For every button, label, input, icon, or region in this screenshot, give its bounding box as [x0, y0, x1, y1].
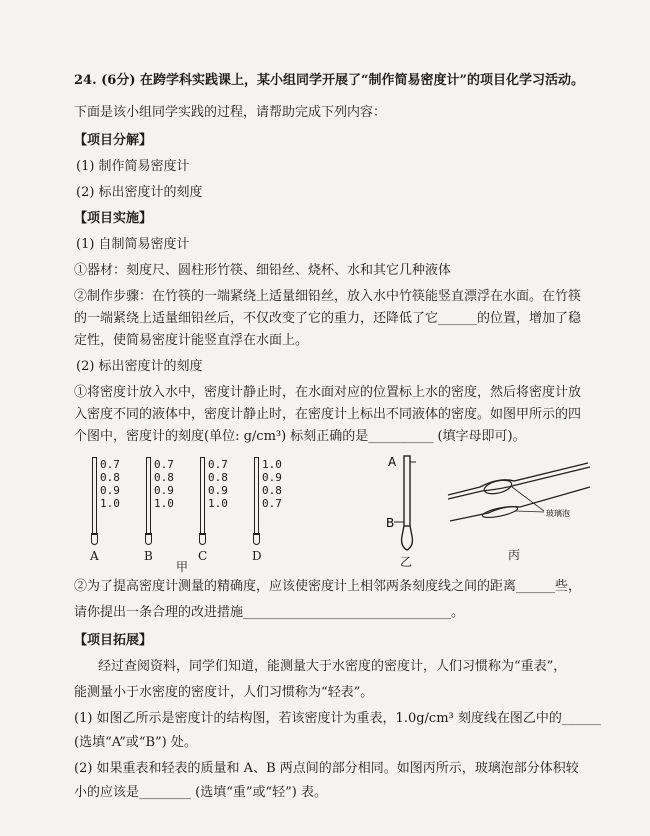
meter-letter: C [198, 549, 208, 563]
question-title: 24. (6分) 在跨学科实践课上，某小组同学开展了“制作简易密度计”的项目化学习活动。 [74, 73, 584, 88]
figure-bing [440, 455, 600, 535]
step-line-1: ②制作步骤：在竹筷的一端紧绕上适量细铅丝，放入水中竹筷能竖直漂浮在水面。在竹筷 [74, 289, 582, 304]
density-meter-b [144, 457, 194, 563]
sub-heading-2: (2) 标出密度计的刻度 [76, 359, 203, 374]
glass-bulb-label: 玻璃泡 [546, 509, 570, 518]
question-2-line-1: (2) 如果重表和轻表的质量和 A、B 两点间的部分相同。如图丙所示，玻璃泡部分体积较 [74, 761, 579, 776]
tick-label: 0.9 [262, 471, 282, 484]
meter-letter: A [90, 549, 99, 563]
meter-bulb [253, 533, 260, 545]
sub-heading-1: (1) 自制简易密度计 [76, 237, 190, 252]
meter-bulb [199, 533, 206, 545]
density-meter-a [90, 457, 140, 563]
tick-label: 0.8 [154, 471, 174, 484]
tick-label: 0.9 [154, 484, 174, 497]
density-meter-d [252, 457, 302, 563]
precision-line-2: 请你提出一条合理的改进措施________________________________。 [74, 605, 465, 620]
equipment-line: ①器材：刻度尺、圆柱形竹筷、细铅丝、烧杯、水和其它几种液体 [74, 263, 452, 278]
task-2: (2) 标出密度计的刻度 [76, 185, 203, 200]
figure-yi-label: 乙 [400, 555, 413, 569]
meter-letter: B [144, 549, 153, 563]
tick-label: 1.0 [262, 458, 282, 471]
light-meter-bulb [482, 504, 519, 519]
tick-label: 1.0 [154, 497, 174, 510]
tick-label: 0.9 [100, 484, 120, 497]
precision-line-1: ②为了提高密度计测量的精确度，应该使密度计上相邻两条刻度线之间的距离______些， [74, 579, 582, 594]
point-b-label: B [386, 516, 395, 530]
tick-label: 0.8 [208, 471, 228, 484]
figure-yi [384, 450, 434, 560]
figure-jia-label: 甲 [176, 560, 189, 574]
tick-label: 1.0 [100, 497, 120, 510]
meter-stem [404, 456, 410, 526]
tick-label: 0.9 [208, 484, 228, 497]
meter-bulb [145, 533, 152, 545]
question-1-line-2: (选填“A”或“B”) 处。 [74, 735, 197, 750]
pointer-line-bottom [516, 511, 544, 512]
mark-line-3: 个图中，密度计的刻度(单位: g/cm³) 标刻正确的是__________ (填字母即可)。 [74, 429, 526, 444]
tick-label: 0.7 [262, 497, 282, 510]
section-heading-extension: 【项目拓展】 [74, 633, 153, 648]
meter-stem [146, 457, 151, 535]
mark-line-2: 入密度不同的液体中，密度计静止时，在密度计上标出不同液体的密度。如图甲所示的四 [74, 407, 582, 422]
question-intro: 下面是该小组同学实践的过程，请帮助完成下列内容： [74, 105, 387, 120]
tick-label: 0.7 [208, 458, 228, 471]
tick-label: 1.0 [208, 497, 228, 510]
heavy-meter-outline [448, 463, 588, 495]
section-heading-decomposition: 【项目分解】 [74, 133, 153, 148]
meter-letter: D [252, 549, 262, 563]
meter-stem [254, 457, 259, 535]
section-heading-implementation: 【项目实施】 [74, 211, 153, 226]
meter-stem [92, 457, 97, 535]
point-a-label: A [388, 455, 397, 469]
density-meter-c [198, 457, 248, 563]
tick-label: 0.7 [154, 458, 174, 471]
extension-line-2: 能测量小于水密度的密度计，人们习惯称为“轻表”。 [74, 685, 374, 700]
step-line-2: 的一端紧绕上适量细铅丝后，不仅改变了它的重力，还降低了它______的位置，增加了稳 [74, 311, 582, 326]
heavy-meter-outline-lower [448, 467, 590, 499]
question-2-line-2: 小的应该是________ (选填“重”或“轻”) 表。 [74, 785, 327, 800]
figure-bing-label: 丙 [508, 548, 521, 562]
meter-stem [200, 457, 205, 535]
mark-line-1: ①将密度计放入水中，密度计静止时，在水面对应的位置标上水的密度，然后将密度计放 [74, 385, 582, 400]
meter-bulb [402, 526, 413, 550]
question-1-line-1: (1) 如图乙所示是密度计的结构图，若该密度计为重表，1.0g/cm³ 刻度线在图乙中的______ [74, 711, 601, 726]
extension-line-1: 经过查阅资料，同学们知道，能测量大于水密度的密度计，人们习惯称为“重表”， [98, 659, 567, 674]
tick-label: 0.8 [100, 471, 120, 484]
tick-label: 0.8 [262, 484, 282, 497]
tick-label: 0.7 [100, 458, 120, 471]
task-1: (1) 制作简易密度计 [76, 159, 190, 174]
step-line-3: 定性，使简易密度计能竖直浮在水面上。 [74, 333, 309, 348]
meter-bulb [91, 533, 98, 545]
